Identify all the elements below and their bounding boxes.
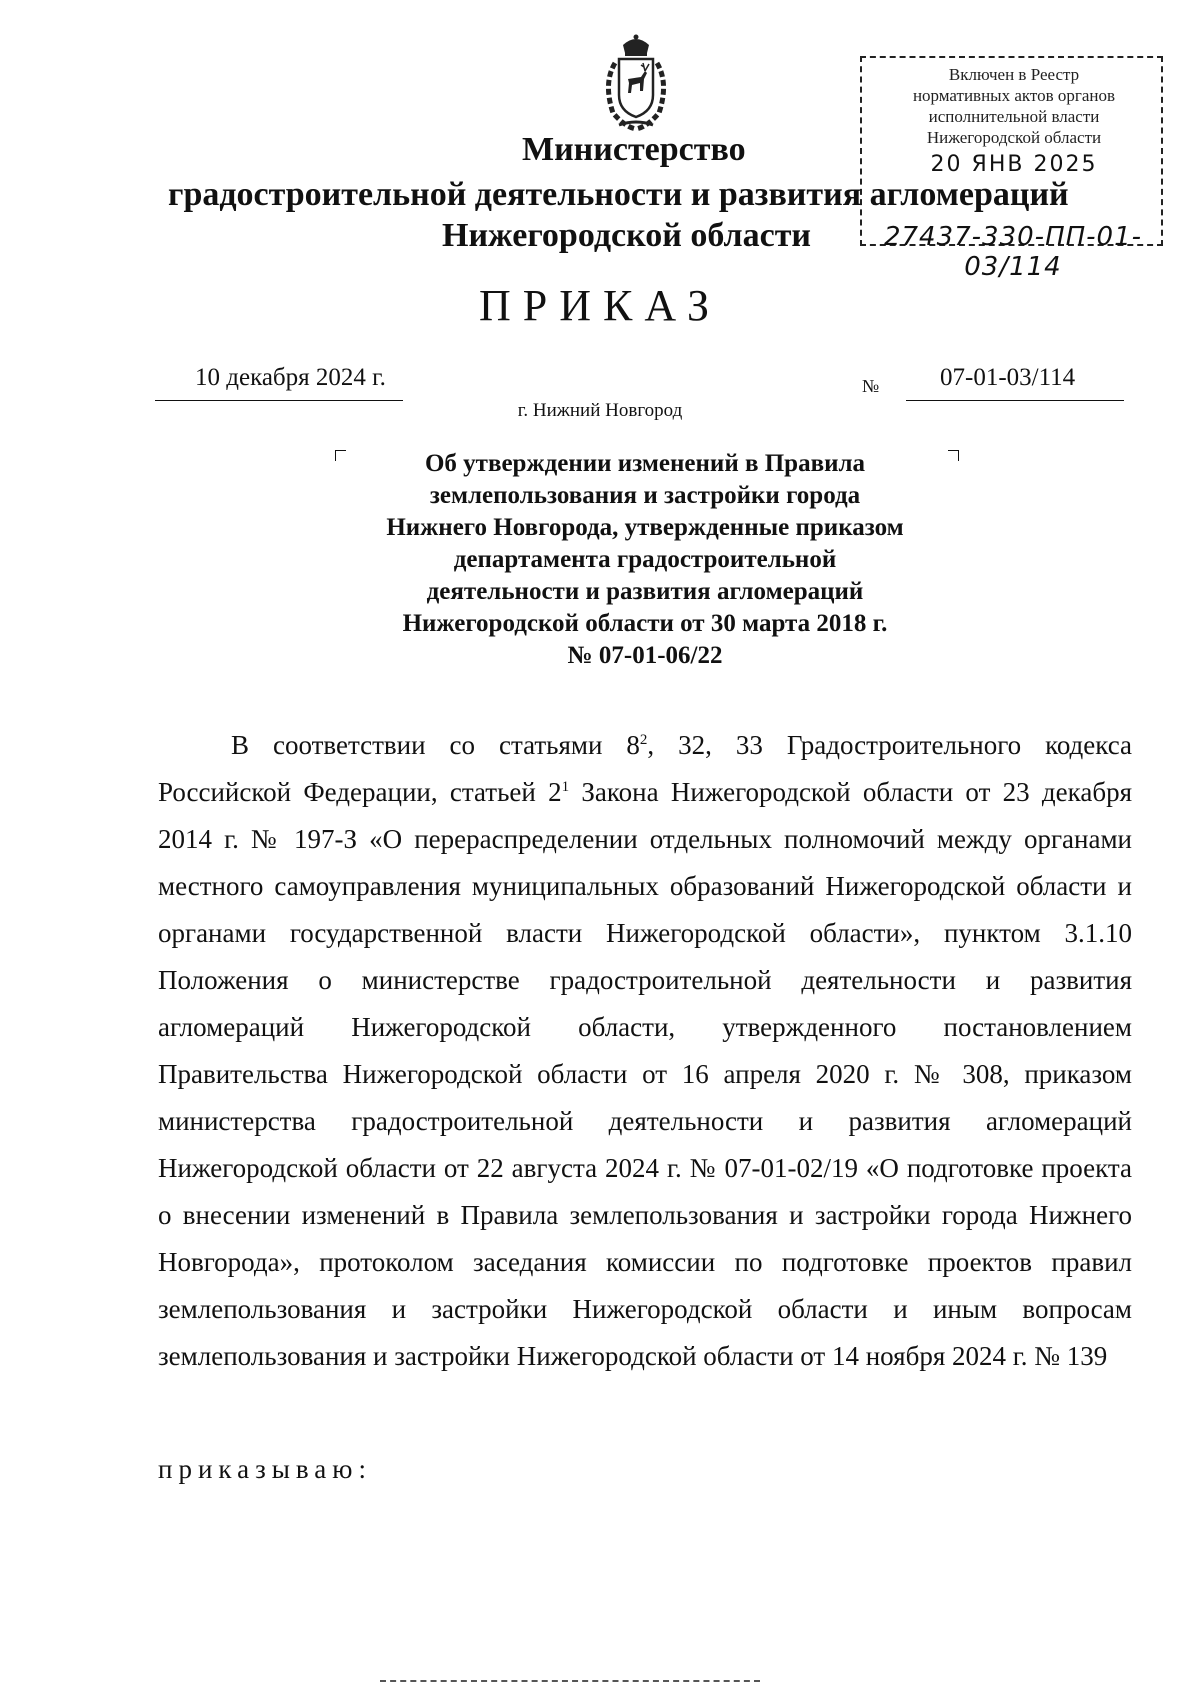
document-type-title: ПРИКАЗ xyxy=(478,281,722,330)
superscript: 2 xyxy=(639,732,648,748)
order-word: приказываю: xyxy=(158,1454,372,1484)
registry-stamp-line: Нижегородской области xyxy=(926,128,1102,147)
subject-line: Нижнего Новгорода, утвержденные приказом xyxy=(386,514,904,541)
subject-line: № 07-01-06/22 xyxy=(567,642,723,669)
ministry-title-line3: Нижегородской области xyxy=(442,217,811,254)
document-city: г. Нижний Новгород xyxy=(517,400,683,421)
body-paragraph xyxy=(158,722,1132,1380)
ministry-title-line2: градостроительной деятельности и развития агломераций xyxy=(168,176,1069,213)
registry-stamp-number: 27437-330-ПП-01-03/114 xyxy=(883,222,1143,282)
number-sign: № xyxy=(862,376,880,396)
subject-line: Нижегородской области от 30 марта 2018 г. xyxy=(402,610,888,637)
document-subject xyxy=(330,448,960,672)
body-text: В соответствии со статьями 8 xyxy=(231,730,640,760)
registry-stamp-line: нормативных актов органов xyxy=(912,86,1116,105)
body-text: , 32, 33 Градостроительного кодекса Российской Федерации, статьей 2 xyxy=(158,730,1132,807)
subject-line: департамента градостроительной xyxy=(453,546,837,573)
subject-line: землепользования и застройки города xyxy=(429,482,861,509)
superscript: 1 xyxy=(561,779,570,795)
scan-artifact-line xyxy=(380,1680,760,1685)
subject-line: деятельности и развития агломераций xyxy=(426,578,864,605)
body-text: Закона Нижегородской области от 23 декабря 2014 г. № 197-З «О перераспределении отдельных полномочий между органами местного самоуправления муниципальных образований Нижегородской области и органами государственной власти Нижегородской области», пунктом 3.1.10 Положения о министерстве градостроительной деятельности и развития агломераций Нижегородской области, утвержденного постановлением Правительства Нижегородской области от 16 апреля 2020 г. № 308, приказом министерства градостроительной деятельности и развития агломераций Нижегородской области от 22 августа 2024 г. № 07-01-02/19 «О подготовке проекта о внесении изменений в Правила землепользования и застройки города Нижнего Новгорода», протоколом заседания комиссии по подготовке проектов правил землепользования и застройки Нижегородской области и иным вопросам землепользования и застройки Нижегородской области от 14 ноября 2024 г. № 139 xyxy=(158,777,1132,1371)
document-number: 07-01-03/114 xyxy=(940,364,1076,391)
coat-of-arms-emblem xyxy=(595,33,677,133)
subject-line: Об утверждении изменений в Правила xyxy=(424,450,866,477)
registry-stamp-text xyxy=(875,64,1153,148)
registry-stamp-date: 20 ЯНВ 2025 xyxy=(930,152,1098,177)
document-date: 10 декабря 2024 г. xyxy=(195,364,386,391)
registry-stamp-line: исполнительной власти xyxy=(928,107,1100,126)
registry-stamp-line: Включен в Реестр xyxy=(948,65,1080,84)
ministry-title-line1: Министерство xyxy=(522,131,746,168)
